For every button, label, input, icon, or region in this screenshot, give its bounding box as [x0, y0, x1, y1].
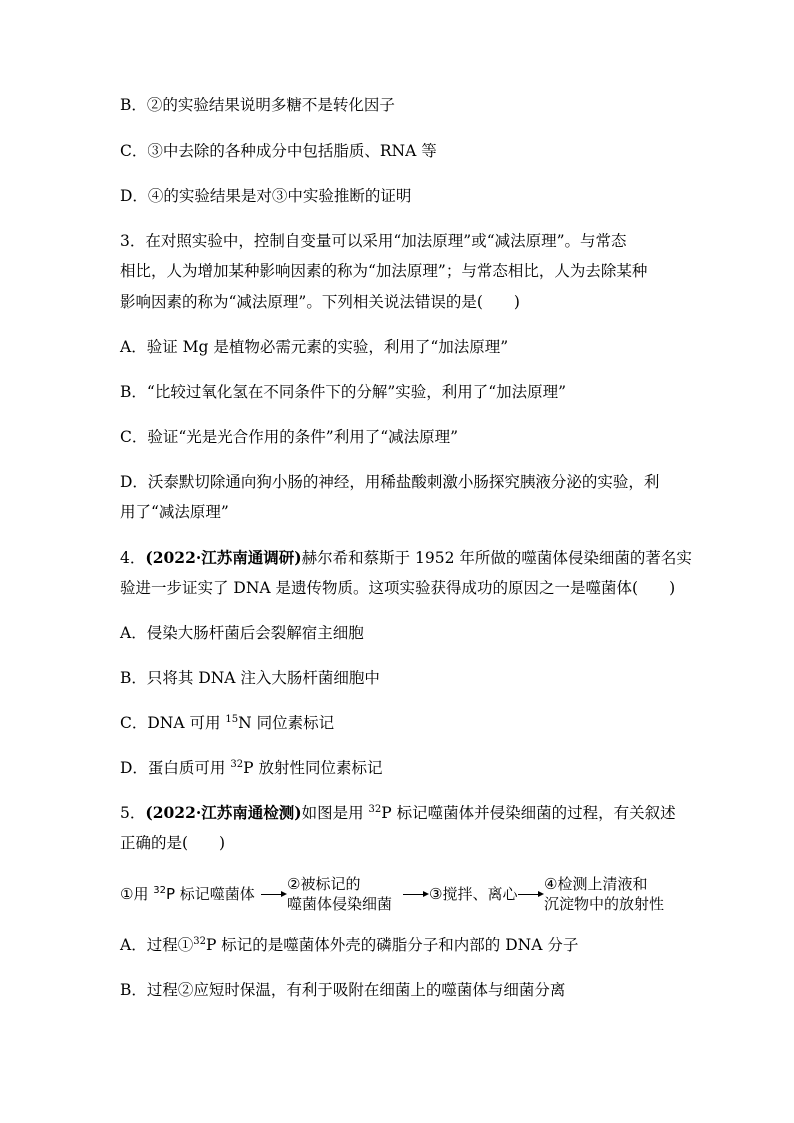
q4-option-d-post: P 放射性同位素标记	[243, 759, 383, 777]
q5-stem-line2: 正确的是( )	[120, 834, 226, 852]
q2-option-b: B．②的实验结果说明多糖不是转化因子	[120, 96, 395, 114]
q4-option-c	[120, 713, 334, 733]
flow-step-1	[120, 884, 255, 904]
q5-option-a-sup: 32	[193, 935, 206, 947]
flow-arrow-3	[518, 894, 542, 895]
q4-stem-line1	[120, 548, 692, 568]
q4-option-b: B．只将其 DNA 注入大肠杆菌细胞中	[120, 669, 380, 687]
flow-step-1-pre: ①用	[120, 885, 154, 903]
q3-option-d-line2: 用了“减法原理”	[120, 503, 229, 521]
q3-stem-line2: 相比，人为增加某种影响因素的称为“加法原理”；与常态相比，人为去除某种	[120, 262, 648, 280]
q4-option-d	[120, 758, 382, 778]
flow-step-2	[287, 874, 392, 914]
q5-option-b: B．过程②应短时保温，有利于吸附在细菌上的噬菌体与细菌分离	[120, 981, 566, 999]
q5-option-a-post: P 标记的是噬菌体外壳的磷脂分子和内部的 DNA 分子	[205, 936, 579, 954]
q3-stem-line1: 3．在对照实验中，控制自变量可以采用“加法原理”或“减法原理”。与常态	[120, 232, 627, 250]
q4-number: 4．	[120, 549, 146, 567]
q4-option-d-sup: 32	[230, 758, 244, 770]
q3-option-c: C．验证“光是光合作用的条件”利用了“减法原理”	[120, 428, 459, 446]
q4-stem-line2: 验进一步证实了 DNA 是遗传物质。这项实验获得成功的原因之一是噬菌体( )	[120, 579, 676, 597]
q5-stem-sup: 32	[368, 803, 382, 815]
q4-option-d-pre: D．蛋白质可用	[120, 759, 231, 777]
flow-step-4-line1: ④检测上清液和	[544, 875, 648, 893]
flow-step-2-line2: 噬菌体侵染细菌	[287, 895, 393, 913]
q4-option-c-sup: 15	[225, 713, 239, 725]
q4-option-c-pre: C．DNA 可用	[120, 714, 226, 732]
q5-option-a	[120, 935, 578, 955]
q4-stem-text: 赫尔希和蔡斯于 1952 年所做的噬菌体侵染细菌的著名实	[301, 549, 692, 567]
q4-source: (2022·江苏南通调研)	[145, 548, 302, 567]
q5-stem-pre: 如图是用	[301, 804, 369, 822]
q5-stem-line1	[120, 803, 676, 823]
q5-source: (2022·江苏南通检测)	[145, 803, 302, 822]
q5-flow-diagram	[120, 874, 700, 914]
flow-step-2-line1: ②被标记的	[287, 875, 361, 893]
q3-option-a: A．验证 Mg 是植物必需元素的实验，利用了“加法原理”	[120, 338, 509, 356]
flow-arrow-2	[403, 894, 427, 895]
q3-stem-line3: 影响因素的称为“减法原理”。下列相关说法错误的是( )	[120, 293, 520, 311]
q3-option-d-line1: D．沃泰默切除通向狗小肠的神经，用稀盐酸刺激小肠探究胰液分泌的实验，利	[120, 473, 660, 491]
flow-step-1-post: P 标记噬菌体	[165, 885, 255, 903]
flow-step-4-line2: 沉淀物中的放射性	[544, 895, 665, 913]
q5-number: 5．	[120, 804, 146, 822]
q4-option-a: A．侵染大肠杆菌后会裂解宿主细胞	[120, 624, 364, 642]
q3-option-b: B．“比较过氧化氢在不同条件下的分解”实验，利用了“加法原理”	[120, 383, 567, 401]
q2-option-c: C．③中去除的各种成分中包括脂质、RNA 等	[120, 142, 437, 160]
q4-option-c-post: N 同位素标记	[238, 714, 335, 732]
flow-step-1-sup: 32	[153, 885, 166, 896]
flow-step-3: ③搅拌、离心	[429, 885, 518, 903]
q5-stem-post: P 标记噬菌体并侵染细菌的过程，有关叙述	[381, 804, 676, 822]
q5-option-a-pre: A．过程①	[120, 936, 194, 954]
q2-option-d: D．④的实验结果是对③中实验推断的证明	[120, 187, 412, 205]
flow-arrow-1	[261, 894, 285, 895]
flow-step-4	[544, 874, 664, 914]
